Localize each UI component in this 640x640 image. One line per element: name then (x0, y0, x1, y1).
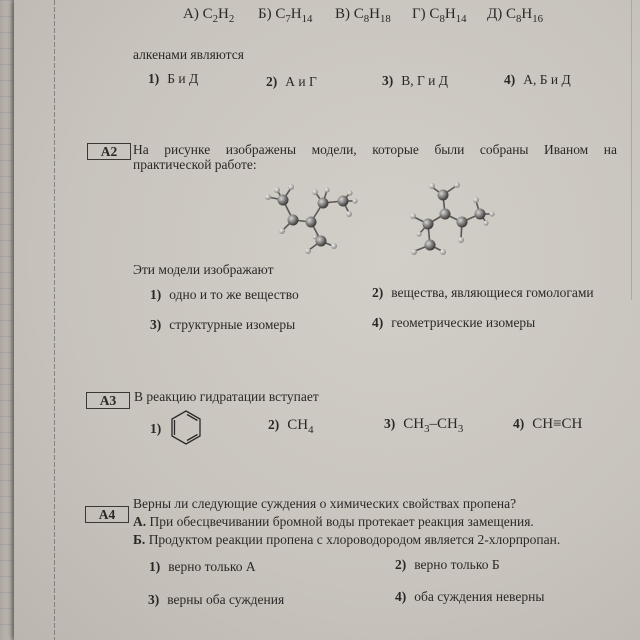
q1-option-d: Д) $C_8H_{16}$ (487, 6, 544, 25)
q1-option-g: Г) $C_8H_{14}$ (412, 6, 467, 25)
a2-answer-1[interactable]: 1) одно и то же вещество (150, 287, 299, 302)
molecule-model-right-image (400, 180, 510, 260)
a2-answer-3[interactable]: 3) структурные изомеры (150, 317, 296, 332)
a2-question-line2: практической работе: (133, 157, 257, 172)
q1-answer-4[interactable]: 4) А, Б и Д (504, 72, 571, 87)
a3-answer-2[interactable]: 2) $CH_4$ (268, 417, 314, 436)
a4-statement-a: А. При обесцвечивании бромной воды протекает реакция замещения. (133, 514, 534, 529)
a3-question: В реакцию гидратации вступает (134, 389, 319, 404)
a4-statement-b: Б. Продуктом реакции пропена с хлороводородом является 2-хлорпропан. (133, 532, 561, 547)
a2-prompt: Эти модели изображают (133, 262, 274, 277)
a2-answer-4[interactable]: 4) геометрические изомеры (372, 315, 536, 330)
notebook-sheet (0, 0, 14, 640)
q1-prompt: алкенами являются (133, 47, 244, 62)
margin-line (54, 0, 55, 640)
a3-answer-3[interactable]: 3) $CH_3-CH_3$ (384, 416, 464, 435)
q1-option-v: В) $C_8H_{18}$ (335, 6, 391, 25)
molecule-model-left-image (255, 180, 365, 260)
a4-question: Верны ли следующие суждения о химических свойствах пропена? (133, 496, 517, 511)
question-label-a2: А2 (87, 143, 131, 160)
q1-answer-1[interactable]: 1) Б и Д (148, 71, 199, 86)
benzene-ring-icon (168, 408, 204, 448)
a4-answer-4[interactable]: 4) оба суждения неверны (395, 589, 545, 604)
a3-answer-4[interactable]: 4) CH≡CH (513, 416, 583, 432)
a3-answer-1[interactable]: 1) (150, 421, 162, 436)
page-edge (631, 0, 632, 300)
a4-answer-1[interactable]: 1) верно только А (149, 559, 256, 574)
q1-answer-2[interactable]: 2) А и Г (266, 74, 317, 89)
a2-answer-2[interactable]: 2) вещества, являющиеся гомологами (372, 285, 594, 300)
a4-answer-3[interactable]: 3) верны оба суждения (148, 592, 285, 607)
question-label-a4: А4 (85, 506, 129, 523)
a2-question-line1: На рисунке изображены модели, которые были собраны Иваном на (133, 142, 617, 157)
a4-answer-2[interactable]: 2) верно только Б (395, 557, 500, 572)
q1-answer-3[interactable]: 3) В, Г и Д (382, 73, 448, 88)
question-label-a3: А3 (86, 392, 130, 409)
q1-option-a: А) $C_2H_2$ (183, 6, 235, 25)
q1-option-b: Б) $C_7H_{14}$ (258, 6, 313, 25)
